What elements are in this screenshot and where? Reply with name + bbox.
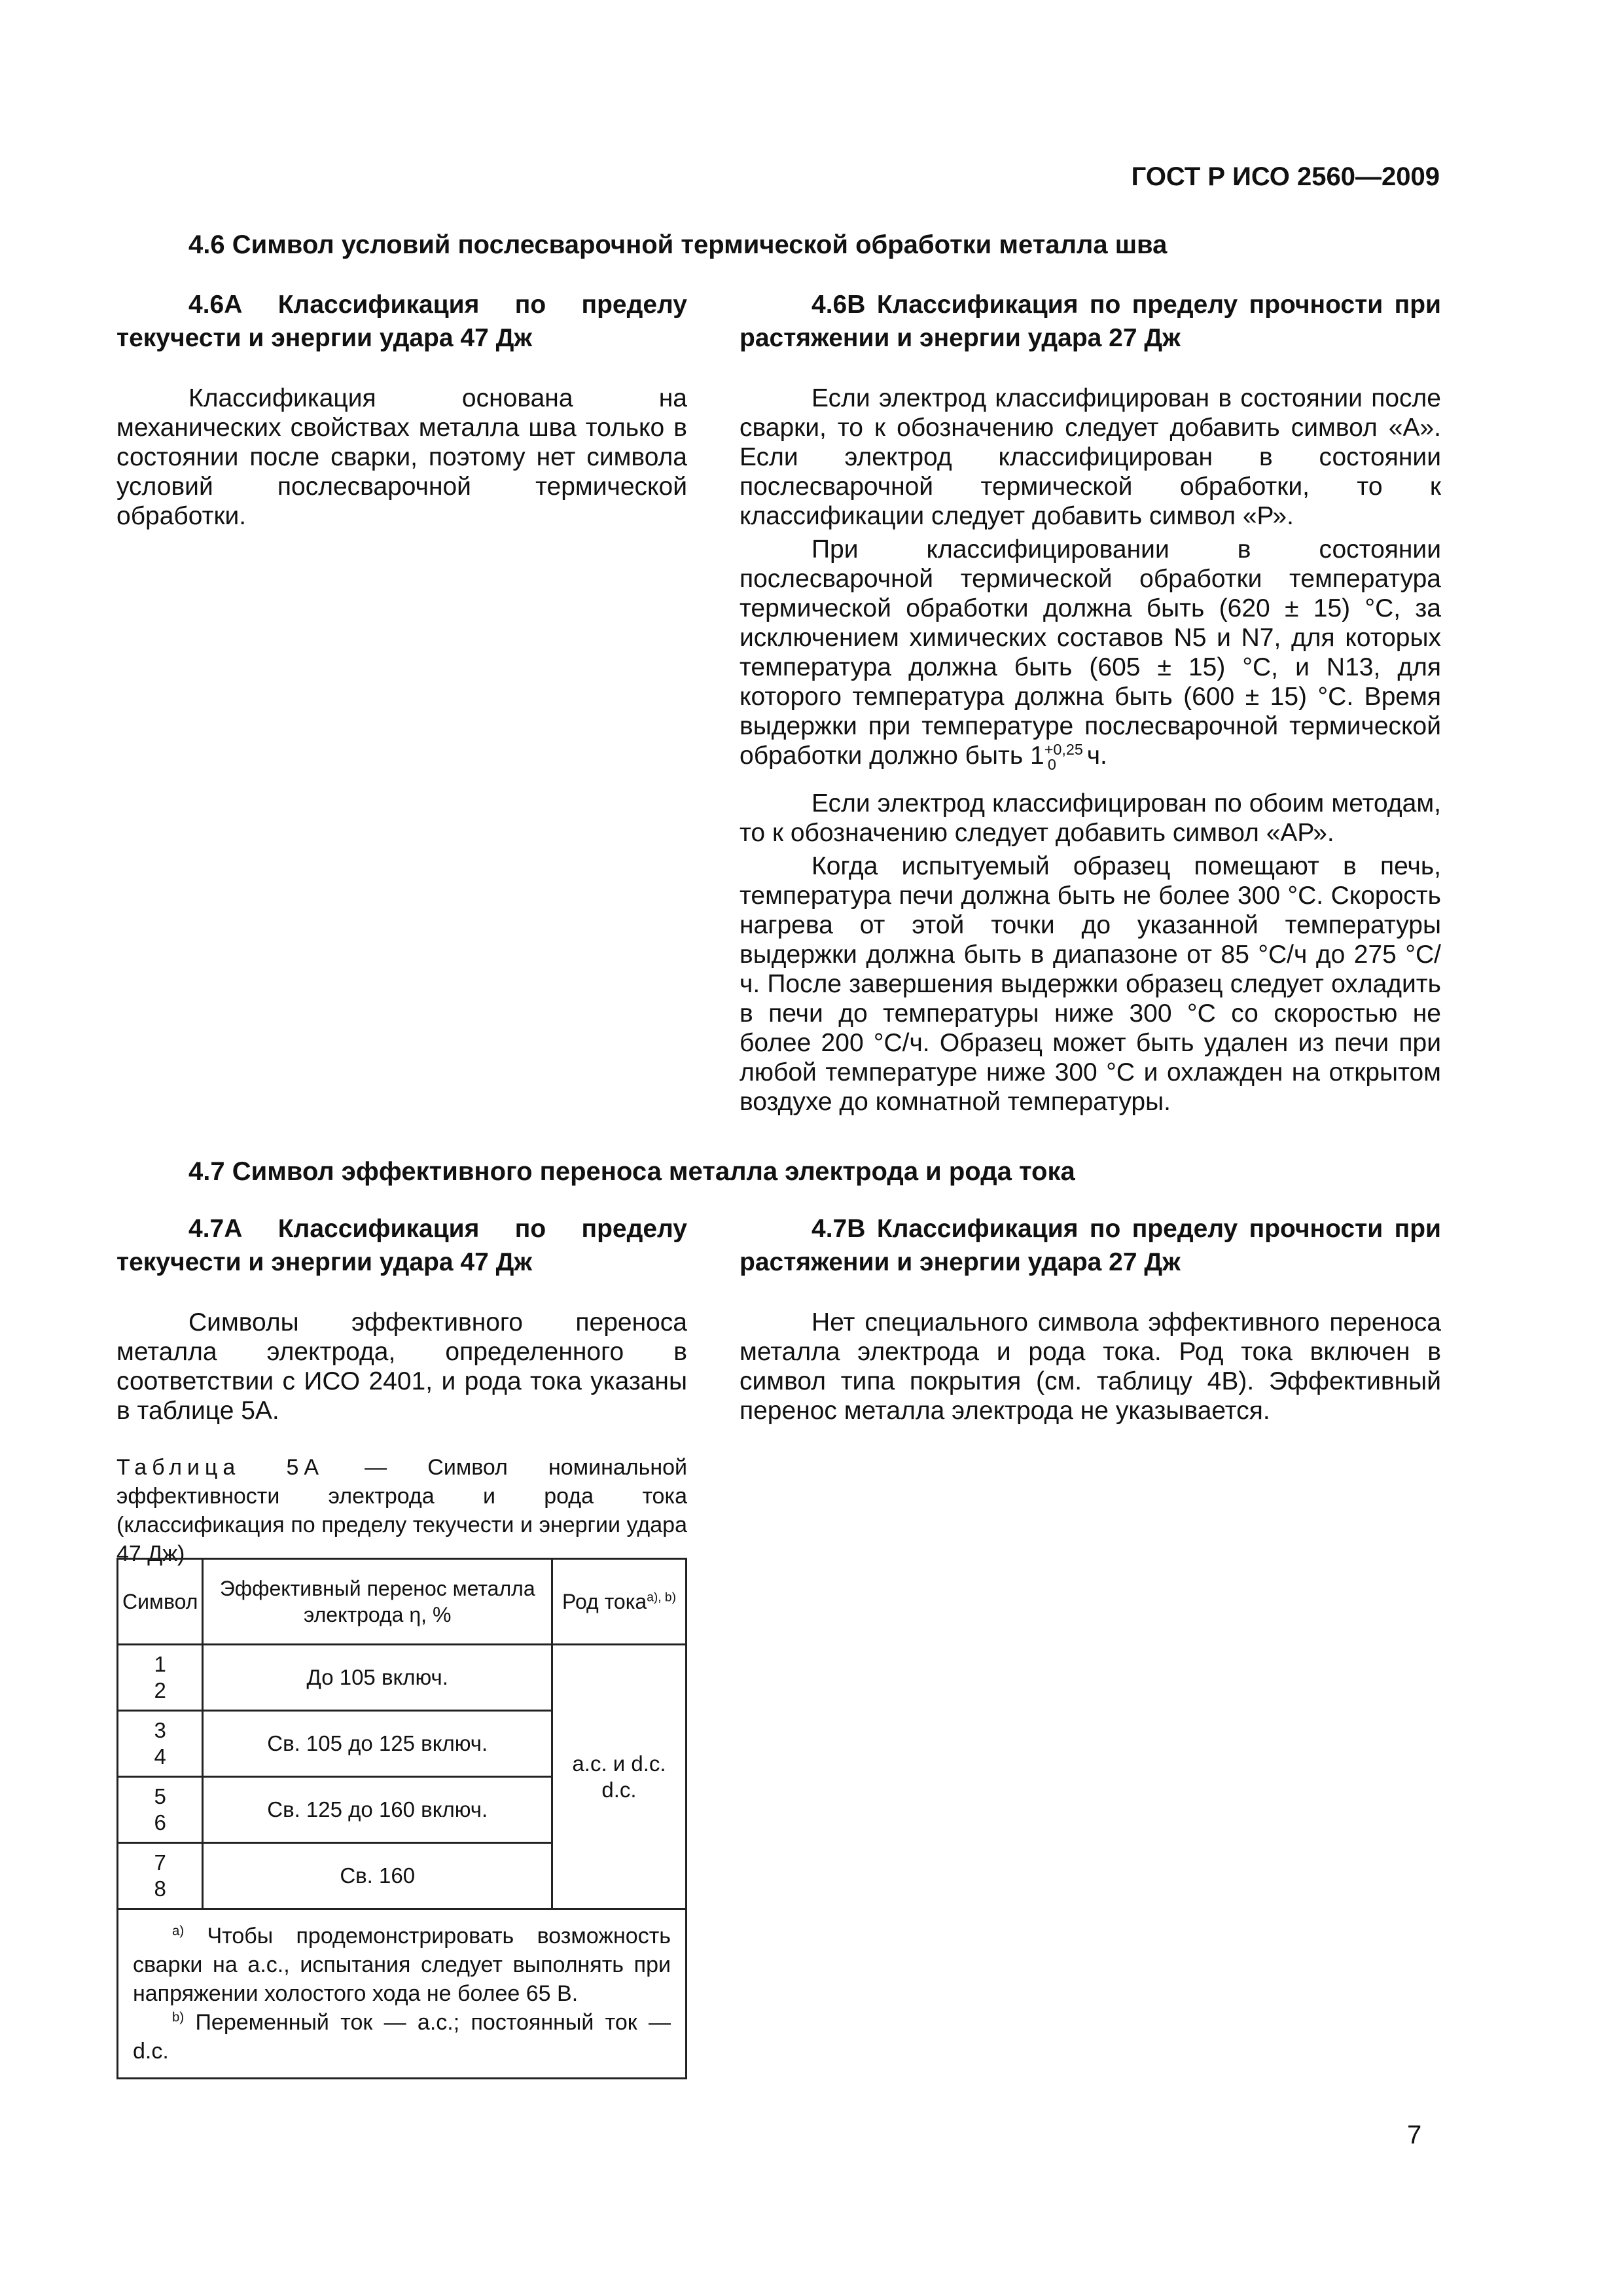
table-header-row	[118, 1559, 687, 1645]
symbol-value: 8	[154, 1876, 166, 1901]
section-4-6B-paragraph-2	[740, 535, 1441, 780]
section-4-7A-heading: 4.7А Классификация по пределу текучести и энергии удара 47 Дж	[116, 1215, 687, 1276]
table-5A	[116, 1558, 687, 2079]
section-4-7A-paragraph: Символы эффективного переноса металла электрода, определенного в соответствии с ИСО 2401, и рода тока указаны в таблице 5А.	[116, 1308, 687, 1425]
symbol-value: 1	[154, 1652, 166, 1676]
header-symbol: Символ	[118, 1559, 203, 1645]
section-4-7B	[740, 1212, 1441, 1429]
paragraph-2-main: При классифицировании в состоянии послесварочной термической обработки температура термической обработки должна быть (620 ± 15) °С, за исключением химических составов N5 и N7, для которых температура должна быть (605 ± 15) °С, и N13, для которого температура должна быть (600 ± 15) °С. Время выдержки при температуре послесварочной термической обработки должно быть 1	[740, 535, 1441, 770]
note-text: Переменный ток — а.с.; постоянный ток — d.c.	[133, 2010, 671, 2064]
tolerance-subscript: 0	[1047, 755, 1056, 773]
note-text: Чтобы продемонстрировать возможность сварки на а.с., испытания следует выполнять при напряжении холостого хода не более 65 В.	[133, 1924, 671, 2006]
header-transfer: Эффективный перенос металла электрода η, %	[203, 1559, 552, 1645]
symbol-cell	[118, 1645, 203, 1711]
transfer-cell: До 105 включ.	[203, 1645, 552, 1711]
header-current	[552, 1559, 687, 1645]
section-4-7-title: 4.7 Символ эффективного переноса металла электрода и рода тока	[188, 1157, 1075, 1186]
header-current-label: Род тока	[562, 1590, 647, 1613]
table-caption-text: — Символ номинальной эффективности электрода и рода тока (классификация по пределу текучести и энергии удара 47 Дж)	[116, 1455, 687, 1566]
symbol-value: 5	[154, 1784, 166, 1808]
table-label: Таблица 5А	[116, 1455, 325, 1480]
section-4-6B	[740, 288, 1441, 1121]
section-4-7B-paragraph: Нет специального символа эффективного переноса металла электрода и рода тока. Род тока включен в символ типа покрытия (см. таблицу 4В). Эффективный перенос металла электрода не указывается.	[740, 1308, 1441, 1425]
section-4-6A-heading: 4.6А Классификация по пределу текучести и энергии удара 47 Дж	[116, 291, 687, 352]
note-mark: b)	[172, 2010, 185, 2025]
symbol-value: 6	[154, 1810, 166, 1835]
symbol-value: 7	[154, 1850, 166, 1874]
section-4-6A	[116, 288, 687, 535]
note-mark: a)	[172, 1924, 185, 1939]
current-value: d.c.	[601, 1777, 637, 1802]
table-row	[118, 1645, 687, 1711]
table-note	[133, 1922, 671, 2008]
section-4-6B-paragraph-3: Если электрод классифицирован по обоим методам, то к обозначению следует добавить символ «АР».	[740, 789, 1441, 847]
section-4-6-title: 4.6 Символ условий послесварочной термической обработки металла шва	[188, 230, 1168, 259]
current-value: a.c. и d.c.	[572, 1751, 666, 1776]
symbol-cell	[118, 1711, 203, 1777]
symbol-value: 3	[154, 1718, 166, 1742]
header-current-sup: a), b)	[647, 1590, 676, 1605]
section-4-6A-paragraph: Классификация основана на механических свойствах металла шва только в состоянии после сварки, поэтому нет символа условий послесварочной термической обработки.	[116, 384, 687, 530]
table-notes	[118, 1909, 687, 2079]
section-4-7A	[116, 1212, 687, 1429]
table-note	[133, 2008, 671, 2066]
current-cell	[552, 1645, 687, 1909]
symbol-cell	[118, 1777, 203, 1843]
transfer-cell: Св. 160	[203, 1843, 552, 1909]
symbol-value: 4	[154, 1744, 166, 1768]
page-number: 7	[1407, 2121, 1422, 2149]
symbol-value: 2	[154, 1678, 166, 1702]
section-4-7B-heading: 4.7В Классификация по пределу прочности при растяжении и энергии удара 27 Дж	[740, 1215, 1441, 1276]
section-4-6B-paragraph-1: Если электрод классифицирован в состоянии после сварки, то к обозначению следует добавить символ «А». Если электрод классифицирован в состоянии послесварочной термической обработки, то к классификации следует добавить символ «Р».	[740, 384, 1441, 530]
transfer-cell: Св. 125 до 160 включ.	[203, 1777, 552, 1843]
section-4-6B-heading: 4.6В Классификация по пределу прочности при растяжении и энергии удара 27 Дж	[740, 291, 1441, 352]
table-5A-caption	[116, 1453, 687, 1568]
table-notes-row	[118, 1909, 687, 2079]
tolerance-superscript: +0,25	[1044, 741, 1083, 758]
document-header: ГОСТ Р ИСО 2560—2009	[1131, 162, 1440, 191]
section-4-6B-paragraph-4: Когда испытуемый образец помещают в печь, температура печи должна быть не более 300 °С. Скорость нагрева от этой точки до указанной температуры выдержки должна быть в диапазоне от 85 °С/ч до 275 °С/ч. После завершения выдержки образец следует охладить в печи до температуры ниже 300 °С со скоростью не более 200 °С/ч. Образец может быть удален из печи при любой температуре ниже 300 °С и охлажден на открытом воздухе до комнатной температуры.	[740, 852, 1441, 1116]
paragraph-2-end: ч.	[1079, 742, 1107, 770]
transfer-cell: Св. 105 до 125 включ.	[203, 1711, 552, 1777]
symbol-cell	[118, 1843, 203, 1909]
